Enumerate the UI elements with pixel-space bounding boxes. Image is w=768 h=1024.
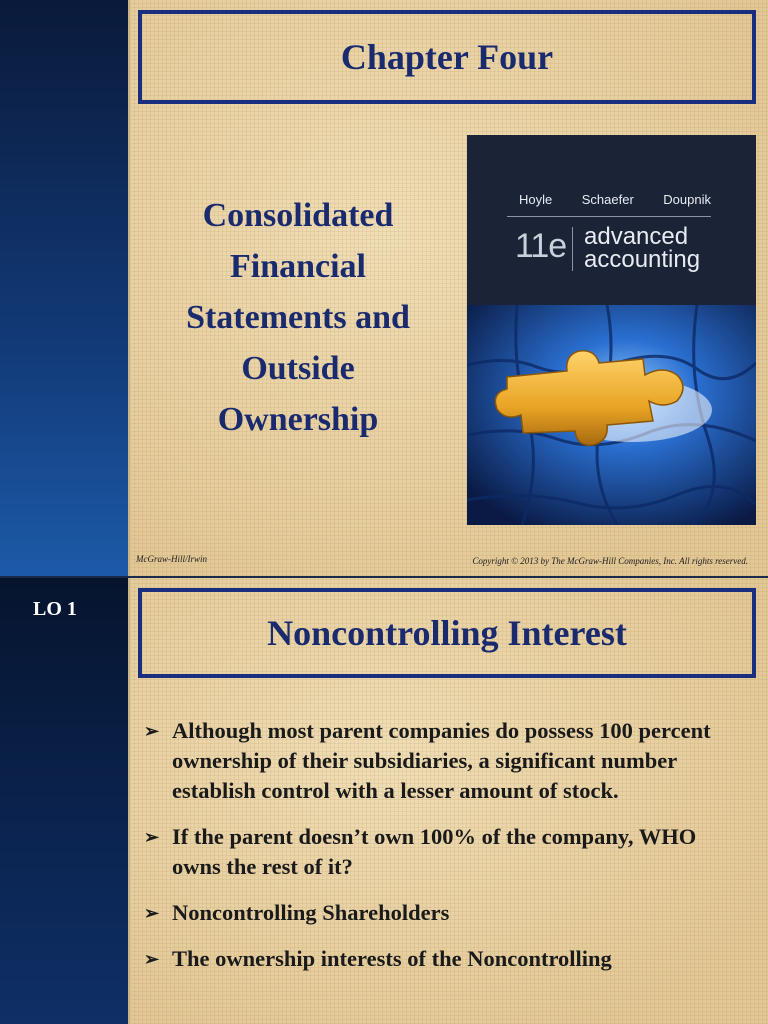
subtitle-line: Consolidated [202,197,394,234]
subtitle-line: Statements and [186,299,410,336]
puzzle-illustration [467,305,756,525]
slide-title: Noncontrolling Interest [267,613,627,653]
cover-divider [507,216,711,217]
chapter-subtitle [140,190,456,445]
subtitle-line: Ownership [217,401,379,438]
bullet-item [140,822,730,882]
slide-title-box [138,588,756,678]
book-title-line: accounting [584,246,701,273]
publisher-label: McGraw-Hill/Irwin [136,554,207,564]
author: Doupnik [663,192,711,207]
subtitle-line: Financial [229,248,367,285]
subtitle-line: Outside [241,350,355,387]
author: Hoyle [519,192,553,207]
bullet-list [140,716,730,990]
cover-vertical-divider [572,227,573,271]
bullet-item [140,944,730,974]
arrow-bullet-icon: ➢ [144,721,160,741]
book-edition: 11e [515,227,567,265]
book-title-line: advanced [584,223,689,250]
bullet-item [140,716,730,806]
bullet-text: Although most parent companies do possess 100 percent ownership of their subsidiaries, a significant number establish control with a lesser amount of stock. [172,718,711,803]
author: Schaefer [581,192,634,207]
bullet-text: If the parent doesn’t own 100% of the company, WHO owns the rest of it? [172,824,697,879]
sidebar-band [0,578,130,1024]
arrow-bullet-icon: ➢ [144,903,160,923]
copyright-notice: Copyright © 2013 by The McGraw-Hill Companies, Inc. All rights reserved. [472,556,748,566]
chapter-title: Chapter Four [340,37,554,77]
sidebar-band [0,0,130,576]
bullet-item [140,898,730,928]
book-authors [519,192,711,207]
bullet-text: Noncontrolling Shareholders [172,900,450,925]
arrow-bullet-icon: ➢ [144,827,160,847]
book-cover [467,135,756,525]
chapter-title-box [138,10,756,104]
learning-objective-label: LO 1 [33,598,77,620]
book-title [584,225,700,271]
arrow-bullet-icon: ➢ [144,949,160,969]
slide-noncontrolling-interest [0,578,768,1024]
bullet-text: The ownership interests of the Noncontrolling [172,946,612,971]
